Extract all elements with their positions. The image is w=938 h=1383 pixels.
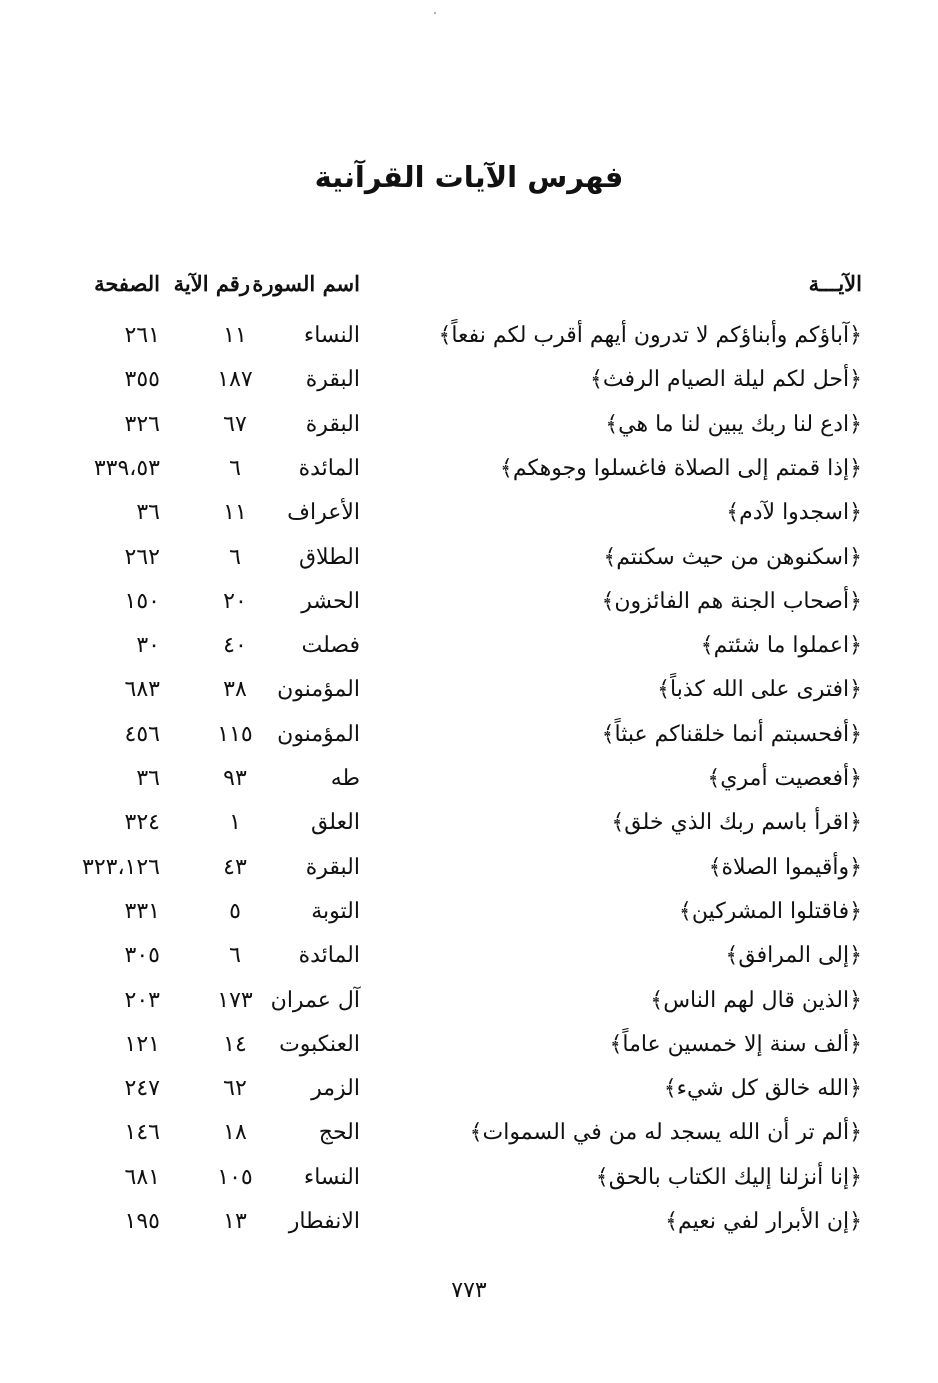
surah-name: آل عمران [270, 987, 360, 1013]
page-ref: ٣٣١ [124, 898, 160, 924]
surah-name: النساء [303, 1164, 360, 1190]
page-ref: ٢٤٧ [124, 1076, 160, 1102]
scan-speck [434, 12, 436, 14]
header-ayah-number: رقم الآية [173, 271, 250, 296]
ayah-number: ١ [229, 810, 241, 836]
ayah-text: ﴿إنا أنزلنا إليك الكتاب بالحق﴾ [595, 1164, 862, 1190]
ayah-text: ﴿اعملوا ما شئتم﴾ [700, 633, 862, 659]
table-row [0, 713, 938, 757]
page-ref: ٣٢٦ [124, 411, 160, 437]
ayah-number: ١٧٣ [217, 987, 253, 1013]
table-row [0, 934, 938, 978]
page-ref: ٣٣٩،٥٣ [93, 455, 160, 481]
table-row [0, 1200, 938, 1244]
table-row [0, 757, 938, 801]
ayah-text: ﴿اقرأ باسم ربك الذي خلق﴾ [611, 810, 862, 836]
ayah-text: ﴿الله خالق كل شيء﴾ [663, 1076, 862, 1102]
table-row [0, 447, 938, 491]
surah-name: الحشر [301, 588, 360, 614]
ayah-text: ﴿اسكنوهن من حيث سكنتم﴾ [603, 544, 862, 570]
ayah-number: ١٣ [223, 1209, 247, 1234]
page-ref: ١٤٦ [124, 1120, 160, 1146]
page-ref: ١٥٠ [124, 588, 160, 614]
table-row [0, 580, 938, 624]
page-ref: ٦٨٣ [124, 677, 160, 703]
ayah-text: ﴿أفحسبتم أنما خلقناكم عبثاً﴾ [601, 721, 862, 747]
surah-name: العلق [310, 810, 360, 836]
ayah-number: ١١ [223, 500, 247, 526]
ayah-text: ﴿الذين قال لهم الناس﴾ [650, 987, 862, 1013]
surah-name: المائدة [298, 455, 360, 481]
surah-name: البقرة [305, 411, 360, 437]
ayah-text: ﴿ألم تر أن الله يسجد له من في السموات﴾ [469, 1120, 862, 1146]
table-row [0, 403, 938, 447]
ayah-text: ﴿افترى على الله كذباً﴾ [657, 677, 862, 703]
surah-name: الأعراف [287, 500, 360, 526]
surah-name: النساء [303, 323, 360, 348]
ayah-text: ﴿آباؤكم وأبناؤكم لا تدرون أيهم أقرب لكم نفعاً﴾ [438, 323, 862, 348]
surah-name: البقرة [305, 854, 360, 880]
table-row [0, 668, 938, 712]
page-ref: ٣٠٥ [124, 943, 160, 969]
ayah-number: ٦ [229, 943, 241, 969]
page-ref: ٢٦١ [124, 323, 160, 348]
ayah-text: ﴿أفعصيت أمري﴾ [707, 766, 862, 791]
surah-name: البقرة [305, 367, 360, 393]
table-row [0, 979, 938, 1023]
surah-name: المؤمنون [277, 721, 360, 747]
surah-name: المؤمنون [277, 677, 360, 703]
ayah-text: ﴿أصحاب الجنة هم الفائزون﴾ [601, 588, 862, 614]
page-ref: ٣٦ [136, 500, 160, 526]
table-row [0, 358, 938, 402]
surah-name: الزمر [311, 1076, 360, 1102]
page-ref: ٣٠ [136, 633, 160, 659]
page-number: ٧٧٣ [451, 1278, 487, 1303]
table-row [0, 491, 938, 535]
table-row [0, 314, 938, 358]
table-row [0, 801, 938, 845]
surah-name: الطلاق [298, 544, 360, 570]
page-ref: ١٢١ [124, 1031, 160, 1057]
ayah-number: ١١ [223, 323, 247, 348]
ayah-number: ٤٣ [223, 854, 247, 880]
page-ref: ١٩٥ [124, 1209, 160, 1234]
table-row [0, 846, 938, 890]
page-ref: ٣٦ [136, 766, 160, 791]
table-row [0, 1023, 938, 1067]
ayah-number: ١٠٥ [217, 1164, 253, 1190]
ayah-text: ﴿إلى المرافق﴾ [725, 943, 862, 969]
surah-name: الانفطار [288, 1209, 360, 1234]
surah-name: التوبة [311, 898, 360, 924]
ayah-number: ١١٥ [217, 721, 253, 747]
page-title: فهرس الآيات القرآنية [314, 160, 624, 194]
ayah-text: ﴿اسجدوا لآدم﴾ [726, 500, 862, 526]
surah-name: فصلت [301, 633, 360, 659]
ayah-number: ١٤ [223, 1031, 247, 1057]
table-row [0, 1111, 938, 1155]
table-row [0, 624, 938, 668]
table-header [0, 262, 938, 306]
ayah-number: ٦ [229, 455, 241, 481]
table-row [0, 1156, 938, 1200]
table-row [0, 536, 938, 580]
page-ref: ٢٦٢ [124, 544, 160, 570]
ayah-text: ﴿إن الأبرار لفي نعيم﴾ [665, 1209, 862, 1234]
ayah-text: ﴿وأقيموا الصلاة﴾ [708, 854, 862, 880]
header-surah: اسم السورة [252, 271, 360, 296]
header-ayah: الآيـــة [808, 271, 862, 296]
ayah-number: ٦ [229, 544, 241, 570]
page-ref: ٢٠٣ [124, 987, 160, 1013]
ayah-number: ٦٢ [223, 1076, 247, 1102]
ayah-number: ١٨٧ [217, 367, 253, 393]
surah-name: العنكبوت [279, 1031, 360, 1057]
ayah-text: ﴿ألف سنة إلا خمسين عاماً﴾ [609, 1031, 862, 1057]
ayah-text: ﴿فاقتلوا المشركين﴾ [678, 898, 862, 924]
page-ref: ٣٢٤ [124, 810, 160, 836]
ayah-text: ﴿ادع لنا ربك يبين لنا ما هي﴾ [605, 411, 862, 437]
page-ref: ٣٢٣،١٢٦ [82, 854, 160, 880]
ayah-number: ١٨ [223, 1120, 247, 1146]
ayah-number: ٦٧ [223, 411, 247, 437]
header-page: الصفحة [94, 271, 160, 296]
ayah-number: ٢٠ [223, 588, 247, 614]
page-ref: ٤٥٦ [124, 721, 160, 747]
surah-name: الحج [318, 1120, 360, 1146]
page-ref: ٣٥٥ [124, 367, 160, 393]
table-row [0, 1067, 938, 1111]
ayah-text: ﴿إذا قمتم إلى الصلاة فاغسلوا وجوهكم﴾ [499, 455, 862, 481]
table-row [0, 890, 938, 934]
ayah-number: ٤٠ [223, 633, 247, 659]
page-ref: ٦٨١ [124, 1164, 160, 1190]
surah-name: طه [330, 766, 360, 791]
surah-name: المائدة [298, 943, 360, 969]
ayah-text: ﴿أحل لكم ليلة الصيام الرفث﴾ [590, 367, 862, 393]
ayah-number: ٣٨ [223, 677, 247, 703]
ayah-number: ٥ [229, 898, 241, 924]
ayah-number: ٩٣ [223, 766, 247, 791]
